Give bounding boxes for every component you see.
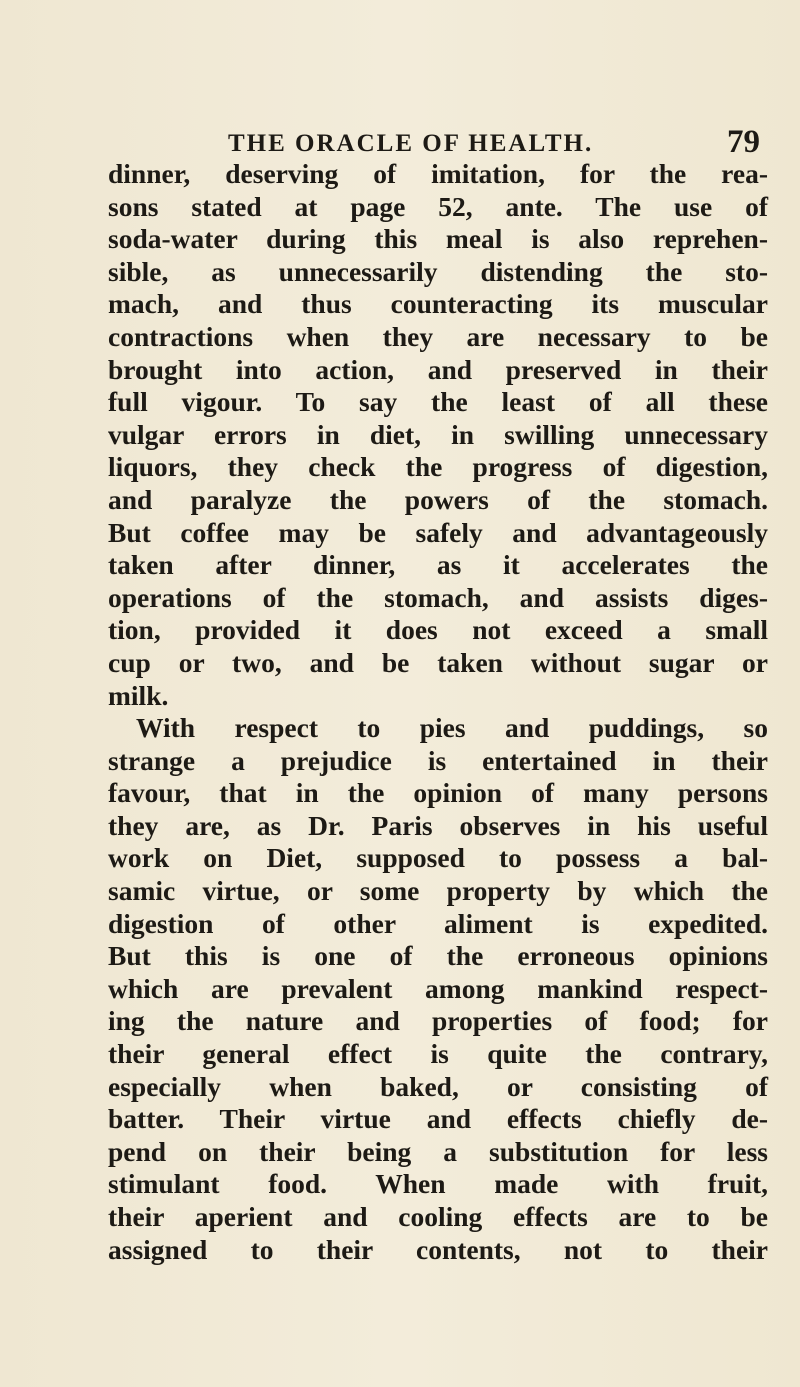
body-text (108, 158, 768, 1266)
text-line: stimulant food. When made with fruit, (108, 1168, 768, 1200)
text-line: sons stated at page 52, ante. The use of (108, 190, 768, 222)
text-line: assigned to their contents, not to their (108, 1233, 768, 1265)
text-line: liquors, they check the progress of digestion, (108, 451, 768, 483)
text-line: tion, provided it does not exceed a small (108, 614, 768, 646)
text-line: operations of the stomach, and assists diges- (108, 581, 768, 613)
text-line: and paralyze the powers of the stomach. (108, 483, 768, 515)
text-line: work on Diet, supposed to possess a bal- (108, 842, 768, 874)
text-line: With respect to pies and puddings, so (136, 712, 768, 744)
text-line: mach, and thus counteracting its muscular (108, 288, 768, 320)
text-line: brought into action, and preserved in their (108, 353, 768, 385)
page-number: 79 (727, 124, 760, 160)
running-title: THE ORACLE OF HEALTH. (228, 130, 594, 157)
text-line: favour, that in the opinion of many persons (108, 777, 768, 809)
text-line: contractions when they are necessary to be (108, 320, 768, 352)
text-line: sible, as unnecessarily distending the sto- (108, 255, 768, 287)
text-line: soda-water during this meal is also reprehen- (108, 223, 768, 255)
text-line: cup or two, and be taken without sugar or (108, 646, 768, 678)
text-line: strange a prejudice is entertained in their (108, 744, 768, 776)
text-line: taken after dinner, as it accelerates the (108, 549, 768, 581)
text-line: their general effect is quite the contrary, (108, 1038, 768, 1070)
text-line: pend on their being a substitution for less (108, 1135, 768, 1167)
text-line: ing the nature and properties of food; for (108, 1005, 768, 1037)
text-line: they are, as Dr. Paris observes in his useful (108, 809, 768, 841)
text-line: milk. (108, 679, 169, 711)
text-line: full vigour. To say the least of all these (108, 386, 768, 418)
text-line: vulgar errors in diet, in swilling unnecessary (108, 418, 768, 450)
text-line: samic virtue, or some property by which the (108, 875, 768, 907)
text-line: But this is one of the erroneous opinions (108, 940, 768, 972)
text-line: batter. Their virtue and effects chiefly de- (108, 1103, 768, 1135)
text-line: But coffee may be safely and advantageously (108, 516, 768, 548)
text-line: digestion of other aliment is expedited. (108, 907, 768, 939)
text-line: especially when baked, or consisting of (108, 1070, 768, 1102)
text-line: their aperient and cooling effects are to be (108, 1201, 768, 1232)
text-line: dinner, deserving of imitation, for the rea- (108, 158, 768, 189)
text-line: which are prevalent among mankind respect- (108, 972, 768, 1004)
